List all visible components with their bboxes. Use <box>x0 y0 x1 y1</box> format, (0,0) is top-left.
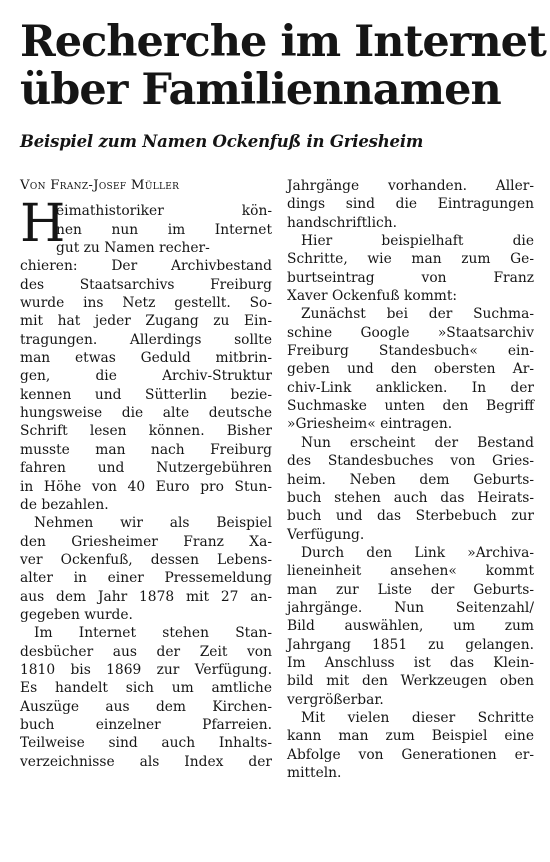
text-line: Xaver Ockenfuß kommt: <box>287 288 458 305</box>
text-line: aus dem Jahr 1878 mit 27 an- <box>20 588 272 605</box>
text-line: den Griesheimer Franz Xa- <box>20 533 272 550</box>
paragraph <box>287 305 534 433</box>
article-column-left <box>20 177 272 771</box>
text-line: vergrößerbar. <box>287 691 384 708</box>
text-line: musste man nach Freiburg <box>20 441 272 458</box>
paragraph <box>20 514 272 624</box>
text-line: Zunächst bei der Suchma- <box>301 306 534 323</box>
text-line: des Standesbuches von Gries- <box>287 453 534 470</box>
dropcap: H <box>20 194 66 255</box>
headline-line-2: über Familiennamen <box>20 65 501 115</box>
text-line: Im Internet stehen Stan- <box>34 625 272 642</box>
text-line: tragungen. Allerdings sollte <box>20 331 272 348</box>
paragraph <box>20 257 272 514</box>
text-line: Suchmaske unten den Begriff <box>287 398 534 415</box>
text-line: Jahrgänge vorhanden. Aller- <box>287 178 534 194</box>
text-line: Abfolge von Generationen er- <box>287 746 534 763</box>
text-line: Im Anschluss ist das Klein- <box>287 654 534 671</box>
text-line: lieneinheit ansehen« kommt <box>287 563 534 580</box>
text-line: nen nun im Internet <box>56 221 272 238</box>
byline: Von Franz-Josef Müller <box>20 178 180 193</box>
text-line: gen, die Archiv-Struktur <box>20 368 272 385</box>
text-line: schine Google »Staatsarchiv <box>287 324 534 341</box>
text-line: kennen und Sütterlin bezie- <box>20 386 272 403</box>
text-line: mit hat jeder Zugang zu Ein- <box>20 313 272 330</box>
text-line: geben und den obersten Ar- <box>287 361 534 378</box>
text-line: hungsweise die alte deutsche <box>20 405 272 422</box>
text-line: Schrift lesen können. Bisher <box>20 423 272 440</box>
text-line: Schritte, wie man zum Ge- <box>287 251 534 268</box>
text-line: Verfügung. <box>287 526 365 543</box>
text-line: burtseintrag von Franz <box>287 269 534 286</box>
text-line: Bild auswählen, um zum <box>287 618 534 635</box>
text-line: Nehmen wir als Beispiel <box>34 515 272 532</box>
text-line: Auszüge aus dem Kirchen- <box>20 698 272 715</box>
paragraph <box>287 544 534 709</box>
text-line: man etwas Geduld mitbrin- <box>20 350 272 367</box>
subtitle: Beispiel zum Namen Ockenfuß in Griesheim <box>20 132 424 151</box>
text-line: mitteln. <box>287 765 342 781</box>
text-line: buch stehen auch das Heirats- <box>287 489 534 506</box>
text-line: de bezahlen. <box>20 496 109 513</box>
text-line: desbücher aus der Zeit von <box>20 643 272 660</box>
text-line: Jahrgang 1851 zu gelangen. <box>287 636 534 653</box>
text-line: man zur Liste der Geburts- <box>287 581 534 598</box>
text-line: eimathistoriker kön- <box>56 203 272 220</box>
text-line: Freiburg Standesbuch« ein- <box>287 343 534 360</box>
text-line: fahren und Nutzergebühren <box>20 460 272 477</box>
lead-paragraph <box>20 194 272 514</box>
paragraph <box>287 709 534 782</box>
paragraph <box>287 434 534 544</box>
text-line: gegeben wurde. <box>20 606 133 623</box>
text-line: wurde ins Netz gestellt. So- <box>20 295 272 312</box>
text-line: chiv-Link anklicken. In der <box>287 379 534 396</box>
paragraph <box>287 232 534 305</box>
text-line: ver Ockenfuß, dessen Lebens- <box>20 551 272 568</box>
headline-line-1: Recherche im Internet <box>20 17 546 67</box>
paragraph <box>20 624 272 771</box>
text-line: Mit vielen dieser Schritte <box>301 709 534 726</box>
text-line: dings sind die Eintragungen <box>287 196 534 213</box>
text-line: jahrgänge. Nun Seitenzahl/ <box>287 599 534 616</box>
text-line: verzeichnisse als Index der <box>20 753 272 770</box>
text-line: handschriftlich. <box>287 214 398 231</box>
text-line: Teilweise sind auch Inhalts- <box>20 735 272 752</box>
text-line: buch einzelner Pfarreien. <box>20 716 272 733</box>
text-line: Hier beispielhaft die <box>301 233 534 250</box>
text-line: heim. Neben dem Geburts- <box>287 471 534 488</box>
text-line: »Griesheim« eintragen. <box>287 416 453 433</box>
text-line: Es handelt sich um amtliche <box>20 680 272 697</box>
text-line: kann man zum Beispiel eine <box>287 728 534 745</box>
text-line: des Staatsarchivs Freiburg <box>20 276 272 293</box>
text-line: buch und das Sterbebuch zur <box>287 508 534 525</box>
paragraph <box>287 177 534 232</box>
headline <box>20 17 546 115</box>
text-line: Durch den Link »Archiva- <box>301 544 534 561</box>
text-line: 1810 bis 1869 zur Verfügung. <box>20 661 272 678</box>
text-line: bild mit den Werkzeugen oben <box>287 673 534 690</box>
text-line: chieren: Der Archivbestand <box>20 258 272 275</box>
text-line: gut zu Namen recher- <box>56 240 210 257</box>
text-line: Nun erscheint der Bestand <box>301 434 534 451</box>
text-line: in Höhe von 40 Euro pro Stun- <box>20 478 272 495</box>
article-column-right <box>287 177 534 782</box>
text-line: alter in einer Pressemeldung <box>20 570 272 587</box>
